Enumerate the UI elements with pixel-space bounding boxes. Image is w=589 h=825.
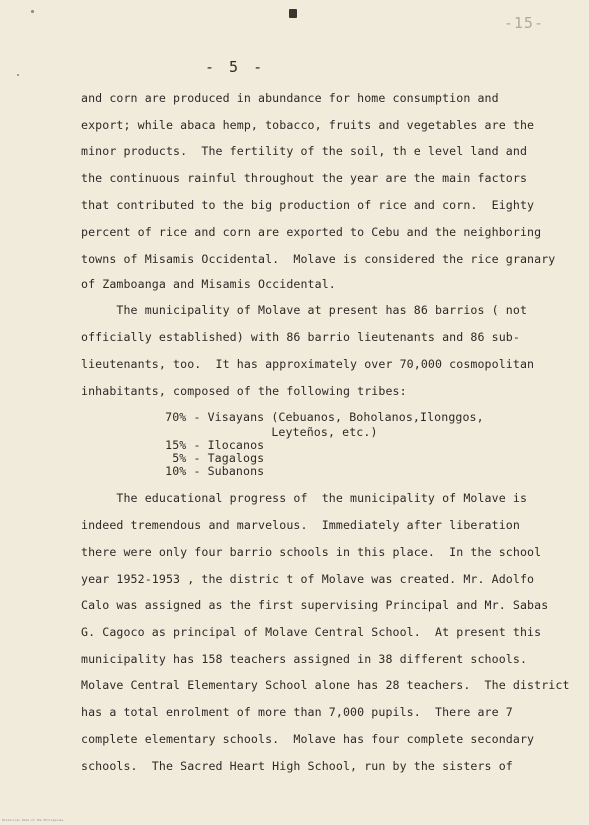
text-line: minor products. The fertility of the soil, th e level land and [81, 144, 528, 158]
text-line: schools. The Sacred Heart High School, run by the sisters of [81, 759, 513, 773]
text-line: officially established) with 86 barrio lieutenants and 86 sub- [81, 330, 520, 344]
pin-mark [289, 9, 297, 18]
handwritten-page-number: -15- [503, 14, 544, 32]
tribe-line: 70% - Visayans (Cebuanos, Boholanos,Ilonggos, [66, 410, 484, 424]
text-line: complete elementary schools. Molave has four complete secondary [81, 732, 535, 746]
text-line: inhabitants, composed of the following tribes: [81, 384, 407, 398]
text-line: municipality has 158 teachers assigned in 38 different schools. [81, 652, 528, 666]
tribe-line: 15% - Ilocanos [66, 438, 265, 452]
text-line: the continuous rainful throughout the year are the main factors [81, 171, 528, 185]
tribe-line: Leyteños, etc.) [66, 425, 378, 439]
text-line: and corn are produced in abundance for home consumption and [81, 91, 499, 105]
text-line: lieutenants, too. It has approximately over 70,000 cosmopolitan [81, 357, 535, 371]
text-line: year 1952-1953 , the distric t of Molave was created. Mr. Adolfo [81, 572, 535, 586]
text-line: The educational progress of the municipality of Molave is [81, 491, 528, 505]
text-line: The municipality of Molave at present has 86 barrios ( not [81, 303, 528, 317]
text-line: percent of rice and corn are exported to Cebu and the neighboring [81, 225, 542, 239]
speck-mark [31, 10, 34, 13]
footer-text: Historical Data of the Philippines [2, 818, 64, 822]
text-line: towns of Misamis Occidental. Molave is considered the rice granary [81, 252, 556, 266]
page-number: - 5 - [205, 58, 266, 76]
text-line: G. Cagoco as principal of Molave Central School. At present this [81, 625, 542, 639]
tribe-line: 10% - Subanons [66, 464, 265, 478]
text-line: Molave Central Elementary School alone has 28 teachers. The district [81, 678, 570, 692]
text-line: has a total enrolment of more than 7,000 pupils. There are 7 [81, 705, 513, 719]
text-line: that contributed to the big production of rice and corn. Eighty [81, 198, 535, 212]
tribe-line: 5% - Tagalogs [66, 451, 265, 465]
text-line: Calo was assigned as the first supervising Principal and Mr. Sabas [81, 598, 549, 612]
speck-mark [17, 74, 19, 76]
text-line: of Zamboanga and Misamis Occidental. [81, 277, 336, 291]
text-line: there were only four barrio schools in this place. In the school [81, 545, 542, 559]
text-line: export; while abaca hemp, tobacco, fruits and vegetables are the [81, 118, 535, 132]
text-line: indeed tremendous and marvelous. Immediately after liberation [81, 518, 520, 532]
